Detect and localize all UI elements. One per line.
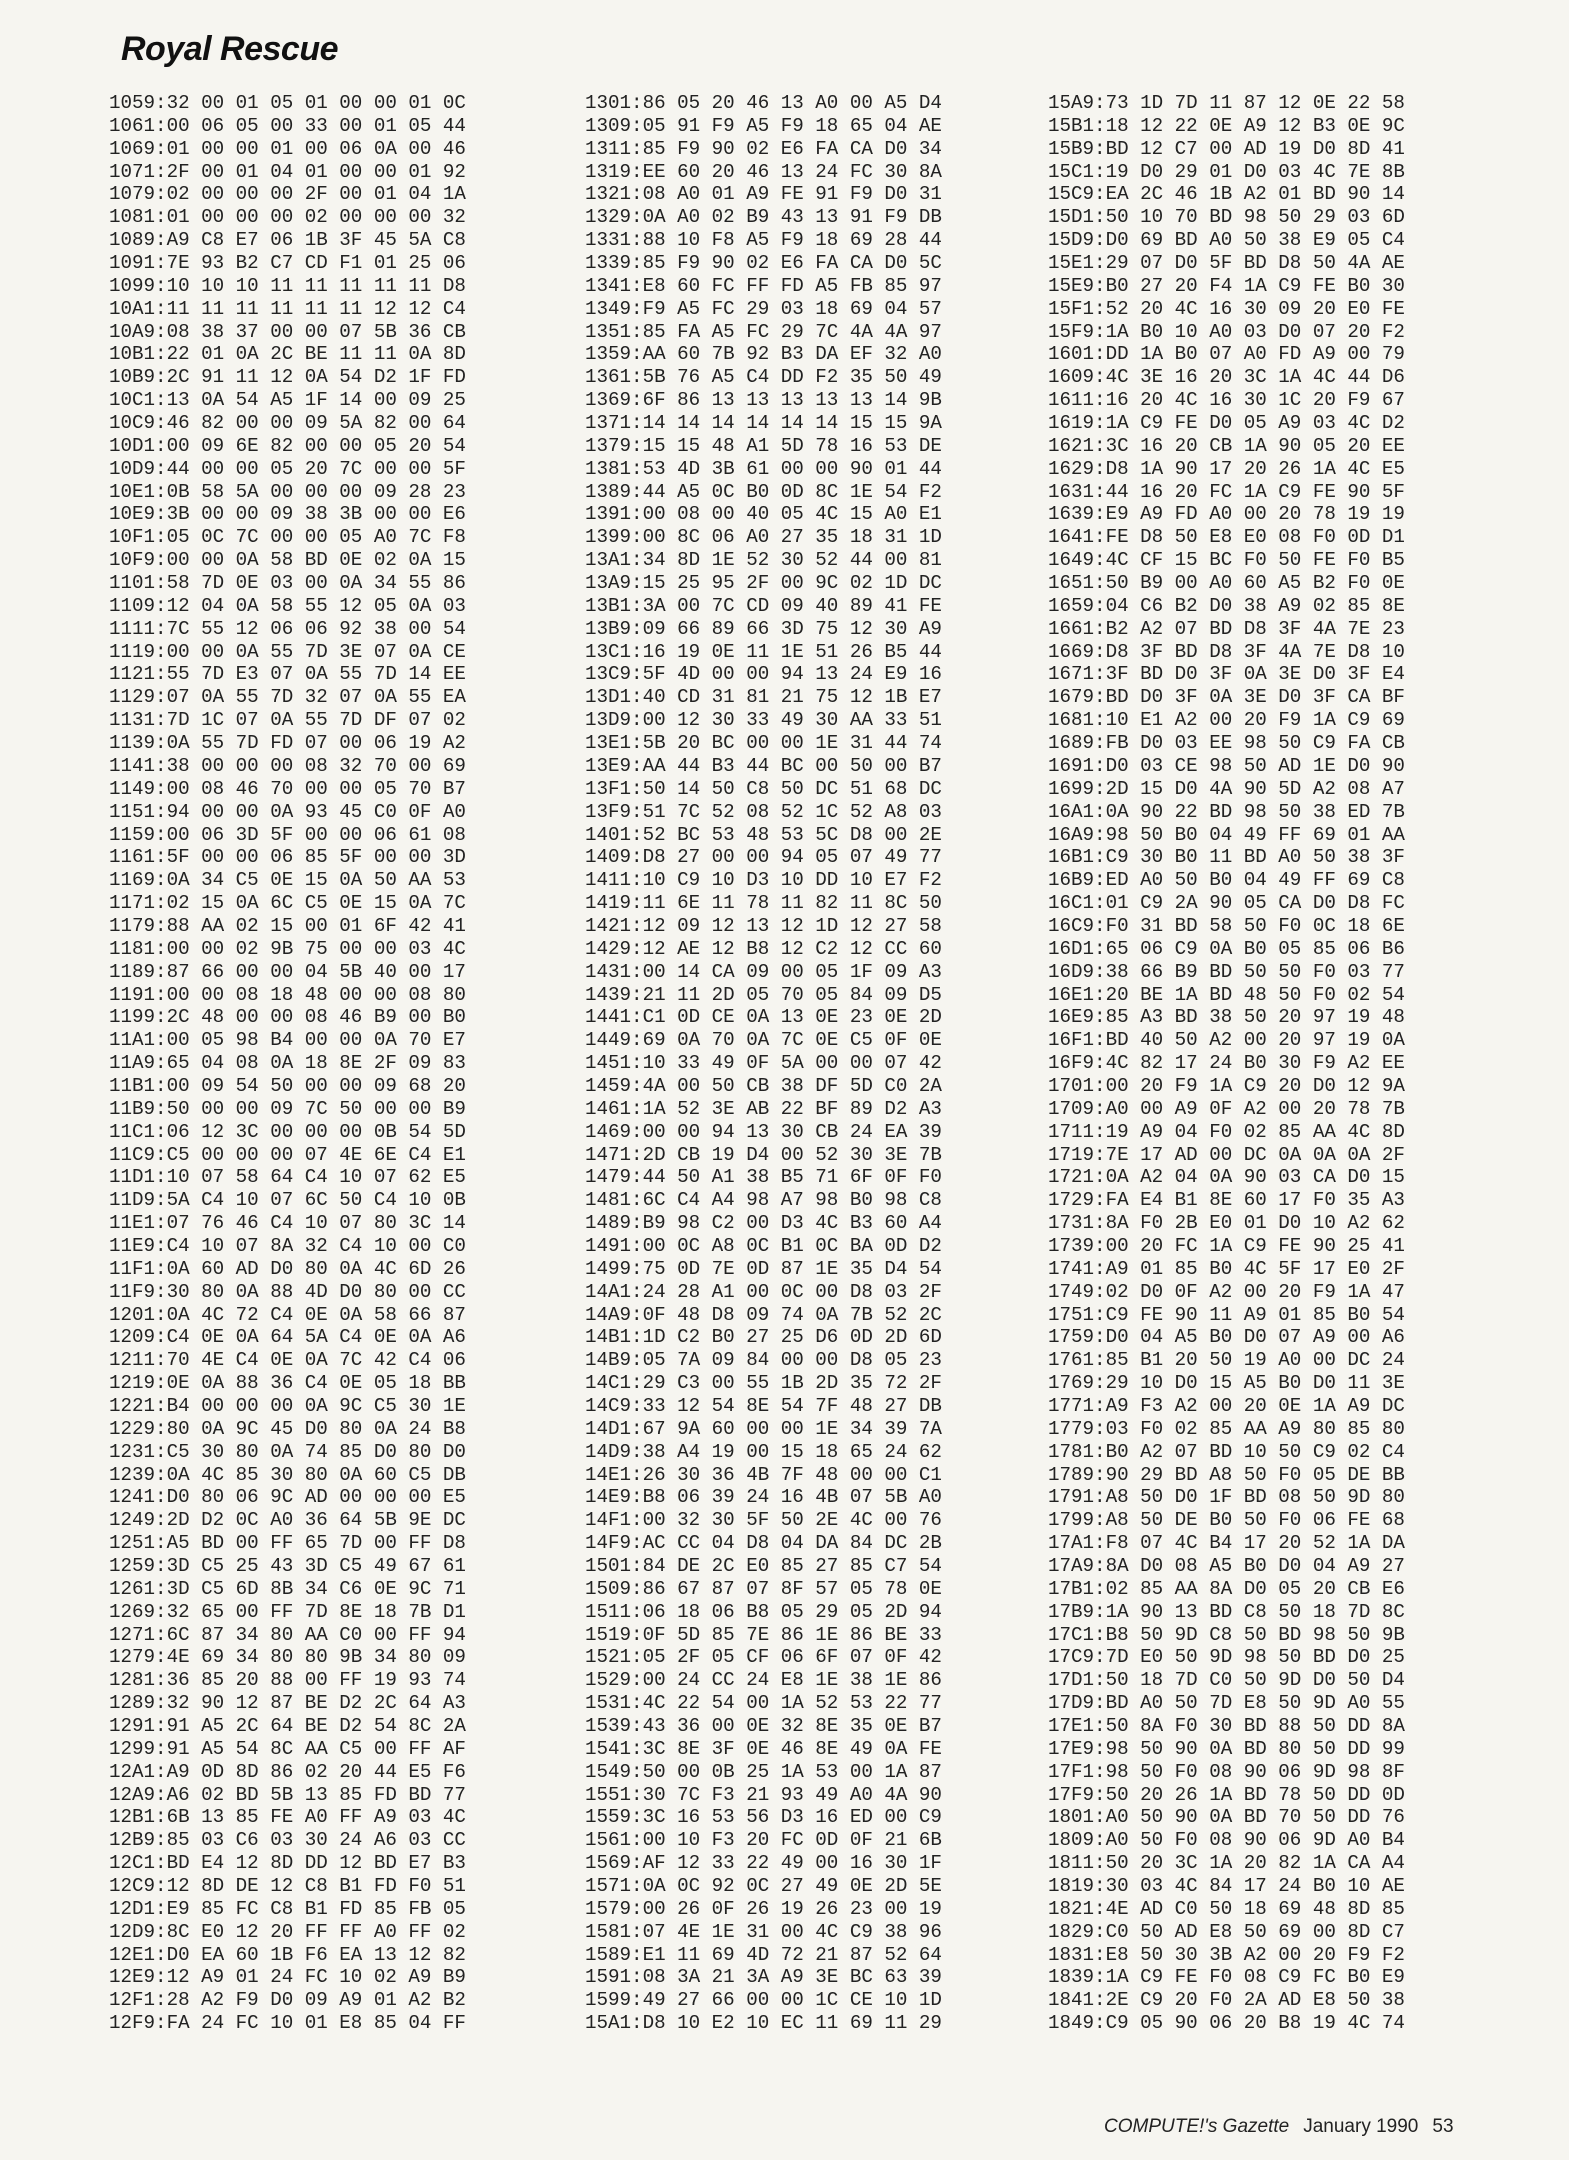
listing-line: 1271:6C 87 34 80 AA C0 00 FF 94 xyxy=(109,1623,466,1646)
listing-line: 1799:A8 50 DE B0 50 F0 06 FE 68 xyxy=(1048,1509,1405,1532)
listing-line: 1659:04 C6 B2 D0 38 A9 02 85 8E xyxy=(1048,594,1405,617)
listing-line: 1821:4E AD C0 50 18 69 48 8D 85 xyxy=(1048,1897,1405,1920)
listing-line: 1139:0A 55 7D FD 07 00 06 19 A2 xyxy=(109,732,466,755)
listing-line: 10A1:11 11 11 11 11 11 12 12 C4 xyxy=(109,297,466,320)
listing-line: 1341:E8 60 FC FF FD A5 FB 85 97 xyxy=(585,274,942,297)
listing-line: 16F9:4C 82 17 24 B0 30 F9 A2 EE xyxy=(1048,1052,1405,1075)
listing-line: 1409:D8 27 00 00 94 05 07 49 77 xyxy=(585,846,942,869)
listing-line: 1621:3C 16 20 CB 1A 90 05 20 EE xyxy=(1048,434,1405,457)
listing-line: 1481:6C C4 A4 98 A7 98 B0 98 C8 xyxy=(585,1189,942,1212)
listing-line: 16B1:C9 30 B0 11 BD A0 50 38 3F xyxy=(1048,846,1405,869)
listing-line: 14B9:05 7A 09 84 00 00 D8 05 23 xyxy=(585,1349,942,1372)
listing-line: 11D9:5A C4 10 07 6C 50 C4 10 0B xyxy=(109,1189,466,1212)
listing-line: 1251:A5 BD 00 FF 65 7D 00 FF D8 xyxy=(109,1532,466,1555)
listing-line: 1059:32 00 01 05 01 00 00 01 0C xyxy=(109,92,466,114)
listing-line: 1469:00 00 94 13 30 CB 24 EA 39 xyxy=(585,1120,942,1143)
listing-line: 1431:00 14 CA 09 00 05 1F 09 A3 xyxy=(585,960,942,983)
listing-line: 1671:3F BD D0 3F 0A 3E D0 3F E4 xyxy=(1048,663,1405,686)
listing-line: 1701:00 20 F9 1A C9 20 D0 12 9A xyxy=(1048,1074,1405,1097)
listing-line: 1439:21 11 2D 05 70 05 84 09 D5 xyxy=(585,983,942,1006)
listing-line: 12A1:A9 0D 8D 86 02 20 44 E5 F6 xyxy=(109,1760,466,1783)
listing-line: 1229:80 0A 9C 45 D0 80 0A 24 B8 xyxy=(109,1417,466,1440)
listing-line: 1199:2C 48 00 00 08 46 B9 00 B0 xyxy=(109,1006,466,1029)
listing-line: 13D1:40 CD 31 81 21 75 12 1B E7 xyxy=(585,686,942,709)
listing-line: 13A1:34 8D 1E 52 30 52 44 00 81 xyxy=(585,549,942,572)
listing-line: 1459:4A 00 50 CB 38 DF 5D C0 2A xyxy=(585,1074,942,1097)
listing-line: 1421:12 09 12 13 12 1D 12 27 58 xyxy=(585,914,942,937)
listing-line: 14E9:B8 06 39 24 16 4B 07 5B A0 xyxy=(585,1486,942,1509)
listing-line: 13F9:51 7C 52 08 52 1C 52 A8 03 xyxy=(585,800,942,823)
listing-line: 1331:88 10 F8 A5 F9 18 69 28 44 xyxy=(585,229,942,252)
listing-line: 13B1:3A 00 7C CD 09 40 89 41 FE xyxy=(585,594,942,617)
listing-line: 1569:AF 12 33 22 49 00 16 30 1F xyxy=(585,1852,942,1875)
listing-line: 14D9:38 A4 19 00 15 18 65 24 62 xyxy=(585,1440,942,1463)
listing-line: 1549:50 00 0B 25 1A 53 00 1A 87 xyxy=(585,1760,942,1783)
listing-line: 1449:69 0A 70 0A 7C 0E C5 0F 0E xyxy=(585,1029,942,1052)
page-footer xyxy=(1104,2116,1504,2138)
listing-line: 1269:32 65 00 FF 7D 8E 18 7B D1 xyxy=(109,1600,466,1623)
listing-line: 1221:B4 00 00 00 0A 9C C5 30 1E xyxy=(109,1394,466,1417)
listing-line: 13A9:15 25 95 2F 00 9C 02 1D DC xyxy=(585,572,942,595)
listing-line: 12C9:12 8D DE 12 C8 B1 FD F0 51 xyxy=(109,1875,466,1898)
listing-line: 1089:A9 C8 E7 06 1B 3F 45 5A C8 xyxy=(109,229,466,252)
listing-line: 15D9:D0 69 BD A0 50 38 E9 05 C4 xyxy=(1048,229,1405,252)
listing-line: 1699:2D 15 D0 4A 90 5D A2 08 A7 xyxy=(1048,777,1405,800)
listing-line: 1551:30 7C F3 21 93 49 A0 4A 90 xyxy=(585,1783,942,1806)
listing-line: 17B9:1A 90 13 BD C8 50 18 7D 8C xyxy=(1048,1600,1405,1623)
listing-line: 1829:C0 50 AD E8 50 69 00 8D C7 xyxy=(1048,1920,1405,1943)
listing-line: 15B1:18 12 22 0E A9 12 B3 0E 9C xyxy=(1048,114,1405,137)
listing-line: 1761:85 B1 20 50 19 A0 00 DC 24 xyxy=(1048,1349,1405,1372)
listing-line: 1099:10 10 10 11 11 11 11 11 D8 xyxy=(109,274,466,297)
listing-line: 1519:0F 5D 85 7E 86 1E 86 BE 33 xyxy=(585,1623,942,1646)
listing-line: 15A9:73 1D 7D 11 87 12 0E 22 58 xyxy=(1048,92,1405,114)
listing-line: 11E1:07 76 46 C4 10 07 80 3C 14 xyxy=(109,1212,466,1235)
listing-line: 10F1:05 0C 7C 00 00 05 A0 7C F8 xyxy=(109,526,466,549)
listing-line: 1839:1A C9 FE F0 08 C9 FC B0 E9 xyxy=(1048,1966,1405,1989)
listing-line: 11A1:00 05 98 B4 00 00 0A 70 E7 xyxy=(109,1029,466,1052)
listing-line: 1599:49 27 66 00 00 1C CE 10 1D xyxy=(585,1989,942,2012)
listing-line: 11C9:C5 00 00 00 07 4E 6E C4 E1 xyxy=(109,1143,466,1166)
listing-line: 1669:D8 3F BD D8 3F 4A 7E D8 10 xyxy=(1048,640,1405,663)
listing-line: 1169:0A 34 C5 0E 15 0A 50 AA 53 xyxy=(109,869,466,892)
listing-line: 1749:02 D0 0F A2 00 20 F9 1A 47 xyxy=(1048,1280,1405,1303)
listing-line: 1539:43 36 00 0E 32 8E 35 0E B7 xyxy=(585,1715,942,1738)
listing-line: 1711:19 A9 04 F0 02 85 AA 4C 8D xyxy=(1048,1120,1405,1143)
listing-line: 1811:50 20 3C 1A 20 82 1A CA A4 xyxy=(1048,1852,1405,1875)
listing-line: 1111:7C 55 12 06 06 92 38 00 54 xyxy=(109,617,466,640)
listing-line: 1321:08 A0 01 A9 FE 91 F9 D0 31 xyxy=(585,183,942,206)
listing-line: 1491:00 0C A8 0C B1 0C BA 0D D2 xyxy=(585,1234,942,1257)
listing-line: 1079:02 00 00 00 2F 00 01 04 1A xyxy=(109,183,466,206)
listing-line: 17A1:F8 07 4C B4 17 20 52 1A DA xyxy=(1048,1532,1405,1555)
listing-line: 1709:A0 00 A9 0F A2 00 20 78 7B xyxy=(1048,1097,1405,1120)
listing-line: 1769:29 10 D0 15 A5 B0 D0 11 3E xyxy=(1048,1372,1405,1395)
listing-column-3 xyxy=(1048,92,1405,2035)
listing-line: 12B9:85 03 C6 03 30 24 A6 03 CC xyxy=(109,1829,466,1852)
listing-line: 1371:14 14 14 14 14 14 15 15 9A xyxy=(585,412,942,435)
listing-line: 14B1:1D C2 B0 27 25 D6 0D 2D 6D xyxy=(585,1326,942,1349)
listing-line: 1129:07 0A 55 7D 32 07 0A 55 EA xyxy=(109,686,466,709)
listing-line: 1781:B0 A2 07 BD 10 50 C9 02 C4 xyxy=(1048,1440,1405,1463)
listing-line: 1381:53 4D 3B 61 00 00 90 01 44 xyxy=(585,457,942,480)
listing-line: 1681:10 E1 A2 00 20 F9 1A C9 69 xyxy=(1048,709,1405,732)
listing-line: 1841:2E C9 20 F0 2A AD E8 50 38 xyxy=(1048,1989,1405,2012)
listing-line: 11B1:00 09 54 50 00 00 09 68 20 xyxy=(109,1074,466,1097)
listing-line: 1509:86 67 87 07 8F 57 05 78 0E xyxy=(585,1577,942,1600)
listing-line: 1149:00 08 46 70 00 00 05 70 B7 xyxy=(109,777,466,800)
listing-line: 13E1:5B 20 BC 00 00 1E 31 44 74 xyxy=(585,732,942,755)
listing-line: 1579:00 26 0F 26 19 26 23 00 19 xyxy=(585,1897,942,1920)
listing-line: 15C1:19 D0 29 01 D0 03 4C 7E 8B xyxy=(1048,160,1405,183)
footer-issue: January 1990 xyxy=(1303,2116,1419,2137)
listing-line: 1309:05 91 F9 A5 F9 18 65 04 AE xyxy=(585,114,942,137)
listing-line: 10C9:46 82 00 00 09 5A 82 00 64 xyxy=(109,412,466,435)
listing-line: 1771:A9 F3 A2 00 20 0E 1A A9 DC xyxy=(1048,1394,1405,1417)
listing-line: 16B9:ED A0 50 B0 04 49 FF 69 C8 xyxy=(1048,869,1405,892)
listing-line: 12E1:D0 EA 60 1B F6 EA 13 12 82 xyxy=(109,1943,466,1966)
listing-line: 17D1:50 18 7D C0 50 9D D0 50 D4 xyxy=(1048,1669,1405,1692)
footer-page-number: 53 xyxy=(1432,2116,1454,2137)
listing-line: 1109:12 04 0A 58 55 12 05 0A 03 xyxy=(109,594,466,617)
listing-line: 1831:E8 50 30 3B A2 00 20 F9 F2 xyxy=(1048,1943,1405,1966)
listing-line: 10C1:13 0A 54 A5 1F 14 00 09 25 xyxy=(109,389,466,412)
listing-line: 1191:00 00 08 18 48 00 00 08 80 xyxy=(109,983,466,1006)
listing-line: 1121:55 7D E3 07 0A 55 7D 14 EE xyxy=(109,663,466,686)
listing-line: 10F9:00 00 0A 58 BD 0E 02 0A 15 xyxy=(109,549,466,572)
listing-line: 1219:0E 0A 88 36 C4 0E 05 18 BB xyxy=(109,1372,466,1395)
listing-line: 11B9:50 00 00 09 7C 50 00 00 B9 xyxy=(109,1097,466,1120)
listing-line: 1619:1A C9 FE D0 05 A9 03 4C D2 xyxy=(1048,412,1405,435)
listing-line: 1339:85 F9 90 02 E6 FA CA D0 5C xyxy=(585,252,942,275)
listing-line: 1181:00 00 02 9B 75 00 00 03 4C xyxy=(109,937,466,960)
listing-line: 17E9:98 50 90 0A BD 80 50 DD 99 xyxy=(1048,1737,1405,1760)
listing-line: 10E9:3B 00 00 09 38 3B 00 00 E6 xyxy=(109,503,466,526)
listing-line: 1131:7D 1C 07 0A 55 7D DF 07 02 xyxy=(109,709,466,732)
listing-line: 1319:EE 60 20 46 13 24 FC 30 8A xyxy=(585,160,942,183)
listing-line: 17F9:50 20 26 1A BD 78 50 DD 0D xyxy=(1048,1783,1405,1806)
listing-line: 1809:A0 50 F0 08 90 06 9D A0 B4 xyxy=(1048,1829,1405,1852)
listing-line: 1359:AA 60 7B 92 B3 DA EF 32 A0 xyxy=(585,343,942,366)
listing-line: 1389:44 A5 0C B0 0D 8C 1E 54 F2 xyxy=(585,480,942,503)
listing-line: 1729:FA E4 B1 8E 60 17 F0 35 A3 xyxy=(1048,1189,1405,1212)
listing-line: 1739:00 20 FC 1A C9 FE 90 25 41 xyxy=(1048,1234,1405,1257)
listing-line: 10D1:00 09 6E 82 00 00 05 20 54 xyxy=(109,434,466,457)
listing-line: 17A9:8A D0 08 A5 B0 D0 04 A9 27 xyxy=(1048,1555,1405,1577)
listing-line: 1461:1A 52 3E AB 22 BF 89 D2 A3 xyxy=(585,1097,942,1120)
listing-line: 1411:10 C9 10 D3 10 DD 10 E7 F2 xyxy=(585,869,942,892)
listing-line: 1819:30 03 4C 84 17 24 B0 10 AE xyxy=(1048,1875,1405,1898)
listing-line: 14F1:00 32 30 5F 50 2E 4C 00 76 xyxy=(585,1509,942,1532)
listing-line: 16E1:20 BE 1A BD 48 50 F0 02 54 xyxy=(1048,983,1405,1006)
listing-line: 16F1:BD 40 50 A2 00 20 97 19 0A xyxy=(1048,1029,1405,1052)
listing-line: 1651:50 B9 00 A0 60 A5 B2 F0 0E xyxy=(1048,572,1405,595)
listing-line: 15A1:D8 10 E2 10 EC 11 69 11 29 xyxy=(585,2012,942,2035)
listing-line: 1501:84 DE 2C E0 85 27 85 C7 54 xyxy=(585,1555,942,1577)
listing-line: 1731:8A F0 2B E0 01 D0 10 A2 62 xyxy=(1048,1212,1405,1235)
listing-line: 1511:06 18 06 B8 05 29 05 2D 94 xyxy=(585,1600,942,1623)
listing-line: 1369:6F 86 13 13 13 13 13 14 9B xyxy=(585,389,942,412)
listing-line: 1591:08 3A 21 3A A9 3E BC 63 39 xyxy=(585,1966,942,1989)
listing-line: 13F1:50 14 50 C8 50 DC 51 68 DC xyxy=(585,777,942,800)
listing-line: 1239:0A 4C 85 30 80 0A 60 C5 DB xyxy=(109,1463,466,1486)
listing-line: 17F1:98 50 F0 08 90 06 9D 98 8F xyxy=(1048,1760,1405,1783)
listing-line: 12A9:A6 02 BD 5B 13 85 FD BD 77 xyxy=(109,1783,466,1806)
listing-line: 11D1:10 07 58 64 C4 10 07 62 E5 xyxy=(109,1166,466,1189)
listing-line: 1451:10 33 49 0F 5A 00 00 07 42 xyxy=(585,1052,942,1075)
listing-line: 11F9:30 80 0A 88 4D D0 80 00 CC xyxy=(109,1280,466,1303)
listing-line: 16E9:85 A3 BD 38 50 20 97 19 48 xyxy=(1048,1006,1405,1029)
listing-line: 12C1:BD E4 12 8D DD 12 BD E7 B3 xyxy=(109,1852,466,1875)
listing-line: 1499:75 0D 7E 0D 87 1E 35 D4 54 xyxy=(585,1257,942,1280)
listing-line: 1189:87 66 00 00 04 5B 40 00 17 xyxy=(109,960,466,983)
listing-line: 1159:00 06 3D 5F 00 00 06 61 08 xyxy=(109,823,466,846)
listing-line: 14E1:26 30 36 4B 7F 48 00 00 C1 xyxy=(585,1463,942,1486)
listing-line: 11F1:0A 60 AD D0 80 0A 4C 6D 26 xyxy=(109,1257,466,1280)
listing-line: 16C1:01 C9 2A 90 05 CA D0 D8 FC xyxy=(1048,892,1405,915)
listing-line: 16A9:98 50 B0 04 49 FF 69 01 AA xyxy=(1048,823,1405,846)
listing-line: 1179:88 AA 02 15 00 01 6F 42 41 xyxy=(109,914,466,937)
listing-line: 13C9:5F 4D 00 00 94 13 24 E9 16 xyxy=(585,663,942,686)
listing-line: 16D9:38 66 B9 BD 50 50 F0 03 77 xyxy=(1048,960,1405,983)
listing-line: 12F1:28 A2 F9 D0 09 A9 01 A2 B2 xyxy=(109,1989,466,2012)
listing-line: 1849:C9 05 90 06 20 B8 19 4C 74 xyxy=(1048,2012,1405,2035)
listing-line: 1689:FB D0 03 EE 98 50 C9 FA CB xyxy=(1048,732,1405,755)
listing-line: 1329:0A A0 02 B9 43 13 91 F9 DB xyxy=(585,206,942,229)
listing-line: 12F9:FA 24 FC 10 01 E8 85 04 FF xyxy=(109,2012,466,2035)
listing-line: 14C9:33 12 54 8E 54 7F 48 27 DB xyxy=(585,1394,942,1417)
listing-line: 13B9:09 66 89 66 3D 75 12 30 A9 xyxy=(585,617,942,640)
listing-line: 1161:5F 00 00 06 85 5F 00 00 3D xyxy=(109,846,466,869)
listing-line: 1441:C1 0D CE 0A 13 0E 23 0E 2D xyxy=(585,1006,942,1029)
listing-line: 1759:D0 04 A5 B0 D0 07 A9 00 A6 xyxy=(1048,1326,1405,1349)
listing-line: 11C1:06 12 3C 00 00 00 0B 54 5D xyxy=(109,1120,466,1143)
listing-line: 1581:07 4E 1E 31 00 4C C9 38 96 xyxy=(585,1920,942,1943)
listing-line: 12D1:E9 85 FC C8 B1 FD 85 FB 05 xyxy=(109,1897,466,1920)
listing-line: 14C1:29 C3 00 55 1B 2D 35 72 2F xyxy=(585,1372,942,1395)
listing-line: 1529:00 24 CC 24 E8 1E 38 1E 86 xyxy=(585,1669,942,1692)
listing-line: 1589:E1 11 69 4D 72 21 87 52 64 xyxy=(585,1943,942,1966)
listing-line: 1691:D0 03 CE 98 50 AD 1E D0 90 xyxy=(1048,754,1405,777)
listing-line: 1349:F9 A5 FC 29 03 18 69 04 57 xyxy=(585,297,942,320)
listing-line: 1531:4C 22 54 00 1A 52 53 22 77 xyxy=(585,1692,942,1715)
listing-line: 1751:C9 FE 90 11 A9 01 85 B0 54 xyxy=(1048,1303,1405,1326)
listing-line: 16A1:0A 90 22 BD 98 50 38 ED 7B xyxy=(1048,800,1405,823)
listing-line: 1479:44 50 A1 38 B5 71 6F 0F F0 xyxy=(585,1166,942,1189)
listing-line: 1471:2D CB 19 D4 00 52 30 3E 7B xyxy=(585,1143,942,1166)
listing-line: 15E1:29 07 D0 5F BD D8 50 4A AE xyxy=(1048,252,1405,275)
listing-line: 1559:3C 16 53 56 D3 16 ED 00 C9 xyxy=(585,1806,942,1829)
listing-line: 1071:2F 00 01 04 01 00 00 01 92 xyxy=(109,160,466,183)
listing-line: 1639:E9 A9 FD A0 00 20 78 19 19 xyxy=(1048,503,1405,526)
listing-line: 1401:52 BC 53 48 53 5C D8 00 2E xyxy=(585,823,942,846)
listing-line: 1391:00 08 00 40 05 4C 15 A0 E1 xyxy=(585,503,942,526)
listing-line: 1101:58 7D 0E 03 00 0A 34 55 86 xyxy=(109,572,466,595)
listing-line: 1171:02 15 0A 6C C5 0E 15 0A 7C xyxy=(109,892,466,915)
listing-line: 1201:0A 4C 72 C4 0E 0A 58 66 87 xyxy=(109,1303,466,1326)
listing-line: 14A9:0F 48 D8 09 74 0A 7B 52 2C xyxy=(585,1303,942,1326)
listing-line: 1141:38 00 00 00 08 32 70 00 69 xyxy=(109,754,466,777)
listing-line: 1301:86 05 20 46 13 A0 00 A5 D4 xyxy=(585,92,942,114)
listing-line: 1259:3D C5 25 43 3D C5 49 67 61 xyxy=(109,1555,466,1577)
listing-line: 1289:32 90 12 87 BE D2 2C 64 A3 xyxy=(109,1692,466,1715)
listing-line: 13E9:AA 44 B3 44 BC 00 50 00 B7 xyxy=(585,754,942,777)
listing-line: 1119:00 00 0A 55 7D 3E 07 0A CE xyxy=(109,640,466,663)
listing-line: 1299:91 A5 54 8C AA C5 00 FF AF xyxy=(109,1737,466,1760)
listing-line: 1489:B9 98 C2 00 D3 4C B3 60 A4 xyxy=(585,1212,942,1235)
listing-line: 1721:0A A2 04 0A 90 03 CA D0 15 xyxy=(1048,1166,1405,1189)
listing-line: 1081:01 00 00 00 02 00 00 00 32 xyxy=(109,206,466,229)
listing-line: 1801:A0 50 90 0A BD 70 50 DD 76 xyxy=(1048,1806,1405,1829)
listing-line: 15D1:50 10 70 BD 98 50 29 03 6D xyxy=(1048,206,1405,229)
listing-line: 12E9:12 A9 01 24 FC 10 02 A9 B9 xyxy=(109,1966,466,1989)
listing-line: 10B9:2C 91 11 12 0A 54 D2 1F FD xyxy=(109,366,466,389)
listing-line: 1631:44 16 20 FC 1A C9 FE 90 5F xyxy=(1048,480,1405,503)
listing-line: 14A1:24 28 A1 00 0C 00 D8 03 2F xyxy=(585,1280,942,1303)
listing-line: 17C1:B8 50 9D C8 50 BD 98 50 9B xyxy=(1048,1623,1405,1646)
listing-line: 11E9:C4 10 07 8A 32 C4 10 00 C0 xyxy=(109,1234,466,1257)
listing-line: 1719:7E 17 AD 00 DC 0A 0A 0A 2F xyxy=(1048,1143,1405,1166)
listing-line: 1351:85 FA A5 FC 29 7C 4A 4A 97 xyxy=(585,320,942,343)
listing-line: 12D9:8C E0 12 20 FF FF A0 FF 02 xyxy=(109,1920,466,1943)
listing-line: 1779:03 F0 02 85 AA A9 80 85 80 xyxy=(1048,1417,1405,1440)
listing-line: 1091:7E 93 B2 C7 CD F1 01 25 06 xyxy=(109,252,466,275)
page-title: Royal Rescue xyxy=(121,30,338,68)
listing-line: 1241:D0 80 06 9C AD 00 00 00 E5 xyxy=(109,1486,466,1509)
listing-line: 10E1:0B 58 5A 00 00 00 09 28 23 xyxy=(109,480,466,503)
listing-line: 1419:11 6E 11 78 11 82 11 8C 50 xyxy=(585,892,942,915)
listing-line: 1209:C4 0E 0A 64 5A C4 0E 0A A6 xyxy=(109,1326,466,1349)
listing-line: 13C1:16 19 0E 11 1E 51 26 B5 44 xyxy=(585,640,942,663)
listing-line: 1281:36 85 20 88 00 FF 19 93 74 xyxy=(109,1669,466,1692)
listing-line: 17E1:50 8A F0 30 BD 88 50 DD 8A xyxy=(1048,1715,1405,1738)
listing-line: 17C9:7D E0 50 9D 98 50 BD D0 25 xyxy=(1048,1646,1405,1669)
listing-line: 1601:DD 1A B0 07 A0 FD A9 00 79 xyxy=(1048,343,1405,366)
listing-line: 1571:0A 0C 92 0C 27 49 0E 2D 5E xyxy=(585,1875,942,1898)
listing-line: 1361:5B 76 A5 C4 DD F2 35 50 49 xyxy=(585,366,942,389)
listing-line: 1561:00 10 F3 20 FC 0D 0F 21 6B xyxy=(585,1829,942,1852)
listing-line: 1649:4C CF 15 BC F0 50 FE F0 B5 xyxy=(1048,549,1405,572)
listing-line: 1279:4E 69 34 80 80 9B 34 80 09 xyxy=(109,1646,466,1669)
listing-line: 1291:91 A5 2C 64 BE D2 54 8C 2A xyxy=(109,1715,466,1738)
listing-line: 1151:94 00 00 0A 93 45 C0 0F A0 xyxy=(109,800,466,823)
listing-column-1 xyxy=(109,92,466,2035)
listing-line: 1429:12 AE 12 B8 12 C2 12 CC 60 xyxy=(585,937,942,960)
listing-line: 1741:A9 01 85 B0 4C 5F 17 E0 2F xyxy=(1048,1257,1405,1280)
listing-line: 1231:C5 30 80 0A 74 85 D0 80 D0 xyxy=(109,1440,466,1463)
listing-line: 17B1:02 85 AA 8A D0 05 20 CB E6 xyxy=(1048,1577,1405,1600)
listing-line: 1679:BD D0 3F 0A 3E D0 3F CA BF xyxy=(1048,686,1405,709)
listing-line: 15C9:EA 2C 46 1B A2 01 BD 90 14 xyxy=(1048,183,1405,206)
listing-line: 1211:70 4E C4 0E 0A 7C 42 C4 06 xyxy=(109,1349,466,1372)
listing-line: 1791:A8 50 D0 1F BD 08 50 9D 80 xyxy=(1048,1486,1405,1509)
listing-column-2 xyxy=(585,92,942,2035)
listing-line: 1641:FE D8 50 E8 E0 08 F0 0D D1 xyxy=(1048,526,1405,549)
listing-line: 10D9:44 00 00 05 20 7C 00 00 5F xyxy=(109,457,466,480)
listing-line: 1611:16 20 4C 16 30 1C 20 F9 67 xyxy=(1048,389,1405,412)
listing-line: 1249:2D D2 0C A0 36 64 5B 9E DC xyxy=(109,1509,466,1532)
listing-line: 1399:00 8C 06 A0 27 35 18 31 1D xyxy=(585,526,942,549)
listing-line: 14D1:67 9A 60 00 00 1E 34 39 7A xyxy=(585,1417,942,1440)
listing-line: 1629:D8 1A 90 17 20 26 1A 4C E5 xyxy=(1048,457,1405,480)
listing-line: 1609:4C 3E 16 20 3C 1A 4C 44 D6 xyxy=(1048,366,1405,389)
listing-line: 1261:3D C5 6D 8B 34 C6 0E 9C 71 xyxy=(109,1577,466,1600)
listing-line: 15B9:BD 12 C7 00 AD 19 D0 8D 41 xyxy=(1048,137,1405,160)
listing-line: 16C9:F0 31 BD 58 50 F0 0C 18 6E xyxy=(1048,914,1405,937)
listing-line: 16D1:65 06 C9 0A B0 05 85 06 B6 xyxy=(1048,937,1405,960)
listing-line: 1311:85 F9 90 02 E6 FA CA D0 34 xyxy=(585,137,942,160)
listing-line: 12B1:6B 13 85 FE A0 FF A9 03 4C xyxy=(109,1806,466,1829)
listing-line: 1789:90 29 BD A8 50 F0 05 DE BB xyxy=(1048,1463,1405,1486)
listing-line: 1661:B2 A2 07 BD D8 3F 4A 7E 23 xyxy=(1048,617,1405,640)
footer-publication: COMPUTE!'s Gazette xyxy=(1104,2116,1290,2137)
listing-line: 14F9:AC CC 04 D8 04 DA 84 DC 2B xyxy=(585,1532,942,1555)
listing-line: 1541:3C 8E 3F 0E 46 8E 49 0A FE xyxy=(585,1737,942,1760)
listing-line: 13D9:00 12 30 33 49 30 AA 33 51 xyxy=(585,709,942,732)
listing-line: 10B1:22 01 0A 2C BE 11 11 0A 8D xyxy=(109,343,466,366)
listing-line: 15E9:B0 27 20 F4 1A C9 FE B0 30 xyxy=(1048,274,1405,297)
listing-line: 17D9:BD A0 50 7D E8 50 9D A0 55 xyxy=(1048,1692,1405,1715)
listing-line: 15F1:52 20 4C 16 30 09 20 E0 FE xyxy=(1048,297,1405,320)
listing-line: 11A9:65 04 08 0A 18 8E 2F 09 83 xyxy=(109,1052,466,1075)
listing-line: 1061:00 06 05 00 33 00 01 05 44 xyxy=(109,114,466,137)
listing-line: 10A9:08 38 37 00 00 07 5B 36 CB xyxy=(109,320,466,343)
listing-line: 15F9:1A B0 10 A0 03 D0 07 20 F2 xyxy=(1048,320,1405,343)
listing-line: 1379:15 15 48 A1 5D 78 16 53 DE xyxy=(585,434,942,457)
listing-line: 1521:05 2F 05 CF 06 6F 07 0F 42 xyxy=(585,1646,942,1669)
listing-line: 1069:01 00 00 01 00 06 0A 00 46 xyxy=(109,137,466,160)
